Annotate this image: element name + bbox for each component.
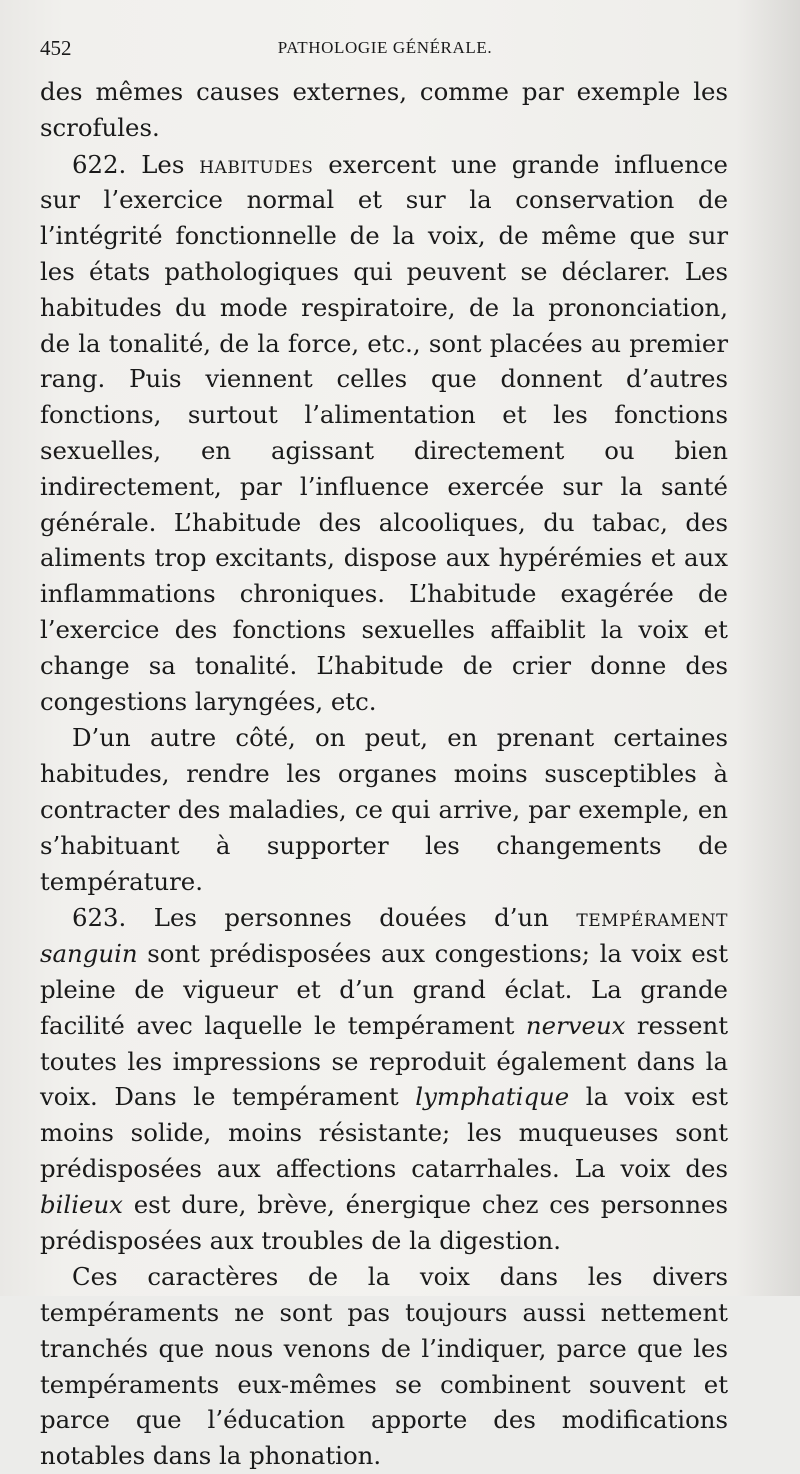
text-segment: Ces caractères de la voix dans les divers tempéraments ne sont pas toujours aussi nettement tranchés que nous venons de l’indiquer, parce que les tempéraments eux-mêmes se combinent souvent et parce que l’éducation apporte des modifications notables dans la phonation. — [40, 1262, 728, 1471]
text-segment: habitudes — [199, 149, 314, 179]
running-head — [40, 36, 730, 62]
text-segment: sanguin — [40, 939, 138, 969]
text-segment: D’un autre côté, on peut, en prenant certaines habitudes, rendre les organes moins susceptibles à contracter des maladies, ce qui arrive, par exemple, en s’habituant à supporter les changements de température. — [40, 723, 728, 896]
text-segment: exercent une grande influence sur l’exercice normal et sur la conservation de l’intégrité fonctionnelle de la voix, de même que sur les états pathologiques qui peuvent se déclarer. Les habitudes du mode respiratoire, de la prononciation, de la tonalité, de la force, etc., sont placées au premier rang. Puis viennent celles que donnent d’autres fonctions, surtout l’alimentation et les fonctions sexuelles, en agissant directement ou bien indirectement, par l’influence exercée sur la santé générale. L’habitude des alcooliques, du tabac, des aliments trop excitants, dispose aux hypérémies et aux inflammations chroniques. L’habitude exagérée de l’exercice des fonctions sexuelles affaiblit la voix et change sa tonalité. L’habitude de crier donne des congestions laryngées, etc. — [40, 149, 728, 716]
text-segment: bilieux — [40, 1189, 123, 1219]
text-segment: 623. Les personnes douées d’un — [72, 903, 577, 933]
text-segment: 622. Les — [72, 149, 200, 179]
text-segment: est dure, brève, énergique chez ces personnes prédisposées aux troubles de la digestion. — [40, 1189, 728, 1255]
text-segment: des mêmes causes externes, comme par exemple les scrofules. — [40, 77, 728, 142]
text-segment: tempérament — [576, 903, 728, 933]
text-segment: lymphatique — [415, 1082, 570, 1112]
paragraph-p622b — [40, 720, 728, 899]
text-segment: la voix est moins solide, moins résistante; les muqueuses sont prédisposées aux affections catarrhales. La voix des — [40, 1082, 729, 1183]
paragraph-p622 — [40, 147, 728, 720]
paragraph-p623 — [40, 900, 728, 1258]
paragraph-p623b — [40, 1259, 728, 1474]
paragraph-p0 — [40, 74, 728, 146]
text-segment: sont prédisposées aux congestions; la voix est pleine de vigueur et d’un grand éclat. La grande facilité avec laquelle le tempérament — [40, 939, 728, 1040]
text-segment: ressent toutes les impressions se reproduit également dans la voix. Dans le tempérament — [40, 1010, 728, 1112]
body-text — [40, 74, 728, 1474]
page-number: 452 — [40, 36, 72, 60]
running-head-title: PATHOLOGIE GÉNÉRALE. — [277, 38, 493, 57]
text-segment: nerveux — [525, 1010, 626, 1040]
